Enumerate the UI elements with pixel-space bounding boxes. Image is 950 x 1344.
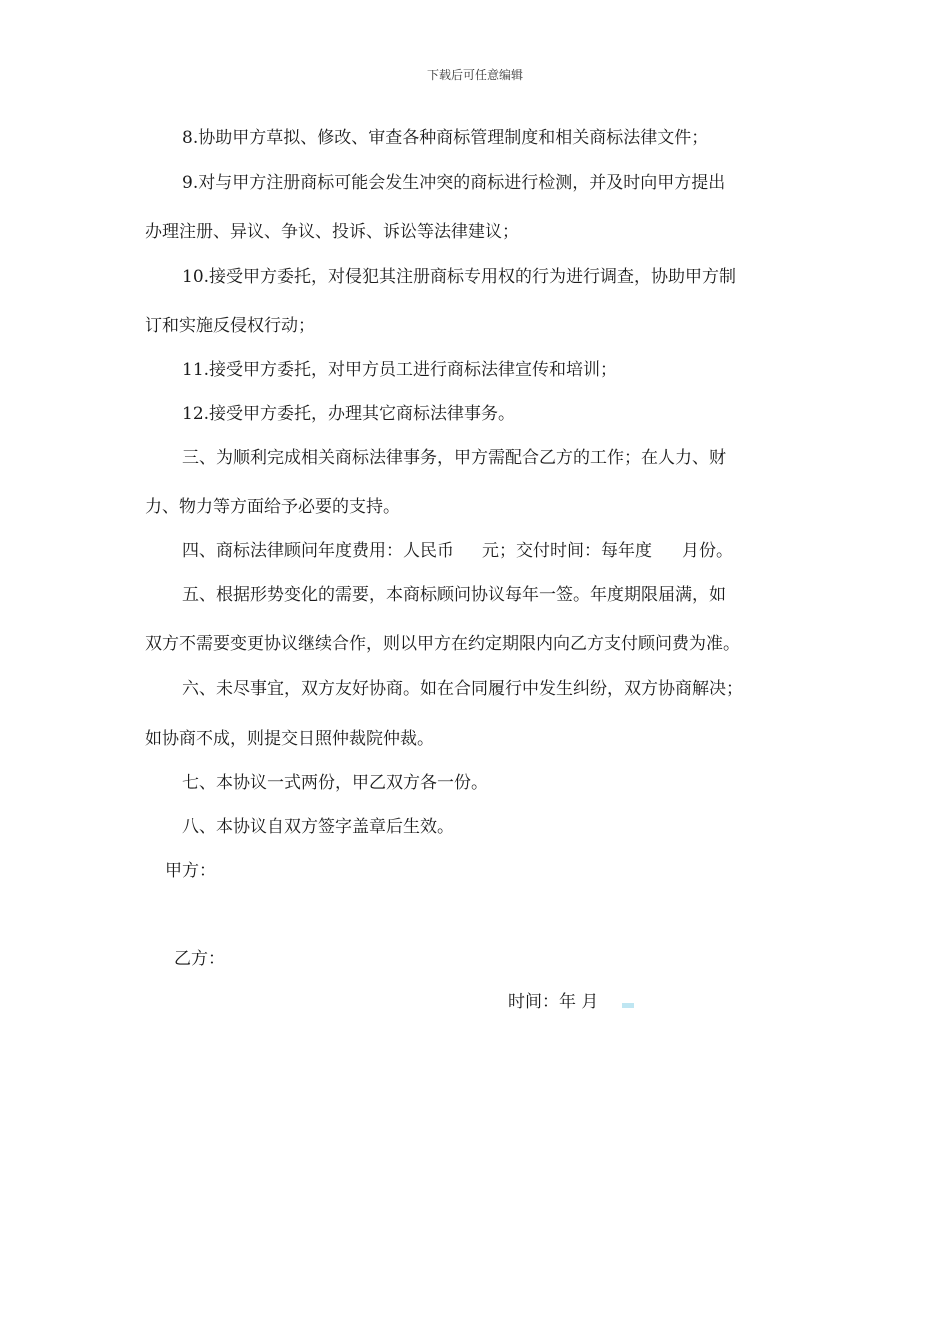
fee-label: 四、商标法律顾问年度费用：人民币 <box>182 541 454 561</box>
party-b-signature-label: 乙方： <box>174 949 225 969</box>
date-label: 时间：年 月 <box>508 992 599 1012</box>
clause-9-line-2: 办理注册、异议、争议、投诉、诉讼等法律建议； <box>145 222 519 242</box>
clause-8: 8.协助甲方草拟、修改、审查各种商标管理制度和相关商标法律文件； <box>182 128 709 148</box>
month-suffix: 月份。 <box>682 541 733 561</box>
clause-9-line-1: 9.对与甲方注册商标可能会发生冲突的商标进行检测，并及时向甲方提出 <box>182 173 726 193</box>
section-7: 七、本协议一式两份，甲乙双方各一份。 <box>182 773 488 793</box>
section-6-line-2: 如协商不成，则提交日照仲裁院仲裁。 <box>145 729 434 749</box>
section-4-fee-line <box>182 540 733 562</box>
section-5-line-1: 五、根据形势变化的需要，本商标顾问协议每年一签。年度期限届满，如 <box>182 585 726 605</box>
section-5-line-2: 双方不需要变更协议继续合作，则以甲方在约定期限内向乙方支付顾问费为准。 <box>145 634 740 654</box>
payment-time-label: 元；交付时间：每年度 <box>482 541 652 561</box>
clause-11: 11.接受甲方委托，对甲方员工进行商标法律宣传和培训； <box>182 360 618 380</box>
section-3-line-2: 力、物力等方面给予必要的支持。 <box>145 497 400 517</box>
section-3-line-1: 三、为顺利完成相关商标法律事务，甲方需配合乙方的工作；在人力、财 <box>182 448 726 468</box>
clause-10-line-2: 订和实施反侵权行动； <box>145 316 315 336</box>
page-header-note: 下载后可任意编辑 <box>426 68 523 82</box>
section-8: 八、本协议自双方签字盖章后生效。 <box>182 817 454 837</box>
clause-10-line-1: 10.接受甲方委托，对侵犯其注册商标专用权的行为进行调查，协助甲方制 <box>182 267 737 287</box>
party-a-signature-label: 甲方： <box>165 861 216 881</box>
section-6-line-1: 六、未尽事宜，双方友好协商。如在合同履行中发生纠纷，双方协商解决； <box>182 679 743 699</box>
highlight-marker <box>622 1003 634 1008</box>
clause-12: 12.接受甲方委托，办理其它商标法律事务。 <box>182 404 516 424</box>
